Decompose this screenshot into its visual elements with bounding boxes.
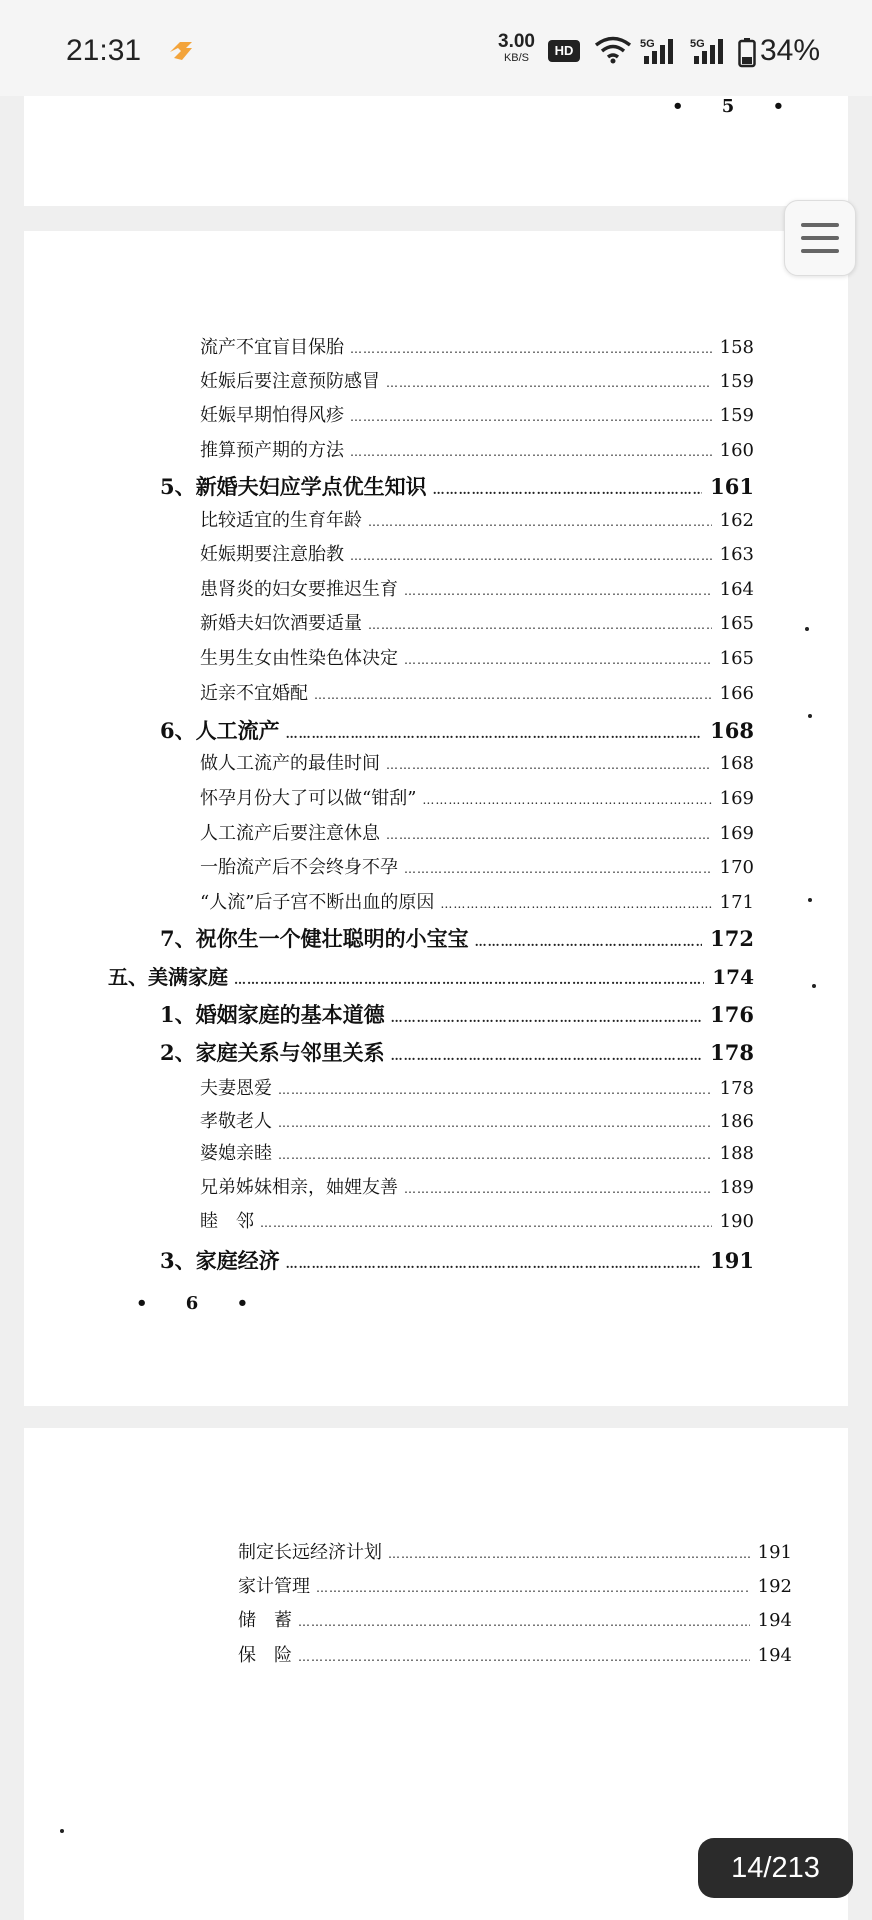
scan-speck: [808, 714, 812, 718]
toc-entry-page: 163: [719, 544, 754, 565]
toc-entry-title: 睦 邻: [200, 1211, 254, 1232]
toc-entry-title: 5、新婚夫妇应学点优生知识: [160, 474, 427, 499]
toc-leader-dots: [404, 862, 712, 876]
hd-voice-icon: HD: [548, 40, 580, 62]
toc-entry-page: 188: [719, 1143, 754, 1164]
toc-leader-dots: [404, 584, 712, 598]
toc-leader-dots: [314, 688, 712, 702]
toc-entry: [200, 888, 754, 914]
toc-entry-page: 190: [719, 1211, 754, 1232]
toc-leader-dots: [298, 1615, 750, 1629]
toc-entry: [200, 853, 754, 879]
cell-signal-2-icon: [690, 36, 732, 66]
toc-leader-dots: [286, 727, 703, 741]
toc-entry: [160, 471, 754, 501]
toc-entry-page: 186: [719, 1111, 754, 1132]
toc-entry-page: 166: [719, 683, 754, 704]
toc-entry: [200, 784, 754, 810]
toc-entry-page: 169: [719, 823, 754, 844]
toc-entry-title: 推算预产期的方法: [200, 440, 344, 461]
network-speed-unit: KB/S: [503, 52, 530, 64]
toc-entry: [200, 679, 754, 705]
toc-entry: [238, 1641, 792, 1667]
toc-entry-page: 189: [719, 1177, 754, 1198]
toc-entry: [160, 715, 754, 745]
pdf-page-5: [24, 96, 848, 206]
toc-entry-page: 161: [710, 474, 754, 499]
toc-leader-dots: [404, 653, 712, 667]
toc-entry-page: 178: [710, 1040, 754, 1065]
toc-entry: [200, 401, 754, 427]
toc-leader-dots: [350, 342, 712, 356]
toc-entry-title: 生男生女由性染色体决定: [200, 648, 398, 669]
page-number-6: • 6 •: [136, 1293, 265, 1314]
toc-leader-dots: [475, 935, 703, 949]
scan-speck: [805, 627, 809, 631]
toc-entry: [160, 1037, 754, 1067]
toc-entry-title: 流产不宜盲目保胎: [200, 337, 344, 358]
toc-entry-title: 妊娠后要注意预防感冒: [200, 371, 380, 392]
hamburger-icon-bar: [801, 249, 839, 253]
toc-entry-page: 164: [719, 579, 754, 600]
toc-entry-page: 159: [719, 405, 754, 426]
toc-entry-page: 191: [757, 1542, 792, 1563]
toc-entry: [200, 575, 754, 601]
toc-entry-page: 162: [719, 510, 754, 531]
toc-entry-title: 比较适宜的生育年龄: [200, 510, 362, 531]
toc-leader-dots: [391, 1011, 703, 1025]
toc-leader-dots: [368, 618, 712, 632]
cell-signal-1-icon: [640, 36, 682, 66]
toc-entry: [200, 1139, 754, 1165]
toc-entry-page: 192: [757, 1576, 792, 1597]
battery-icon: [738, 38, 756, 68]
toc-leader-dots: [278, 1083, 712, 1097]
toc-entry-title: 兄弟姊妹相亲，妯娌友善: [200, 1177, 398, 1198]
toc-leader-dots: [278, 1116, 712, 1130]
toc-entry-page: 174: [712, 965, 754, 989]
pdf-page-6: [24, 231, 848, 1406]
toc-leader-dots: [350, 549, 712, 563]
toc-entry: [200, 1107, 754, 1133]
signal-1-label: 5G: [640, 38, 655, 50]
toc-entry: [238, 1538, 792, 1564]
toc-leader-dots: [386, 828, 712, 842]
toc-leader-dots: [350, 445, 712, 459]
menu-button[interactable]: [784, 200, 856, 276]
toc-entry-title: 3、家庭经济: [160, 1248, 280, 1273]
toc-entry-title: 储 蓄: [238, 1610, 292, 1631]
signal-2-label: 5G: [690, 38, 705, 50]
app-notification-icon: [166, 36, 196, 66]
toc-entry-title: 怀孕月份大了可以做“钳刮”: [200, 788, 417, 809]
toc-entry: [160, 1245, 754, 1275]
toc-entry-title: 1、婚姻家庭的基本道德: [160, 1002, 385, 1027]
network-speed-value: 3.00: [498, 31, 535, 52]
toc-leader-dots: [386, 758, 712, 772]
toc-entry-page: 159: [719, 371, 754, 392]
toc-entry-title: 6、人工流产: [160, 718, 280, 743]
toc-entry-page: 178: [719, 1078, 754, 1099]
toc-entry-page: 158: [719, 337, 754, 358]
toc-leader-dots: [404, 1182, 712, 1196]
toc-leader-dots: [386, 376, 712, 390]
scan-speck: [60, 1829, 64, 1833]
toc-entry: [200, 819, 754, 845]
toc-entry-title: 五、美满家庭: [108, 965, 228, 989]
toc-leader-dots: [433, 483, 703, 497]
toc-entry-page: 176: [710, 1002, 754, 1027]
toc-entry-page: 194: [757, 1610, 792, 1631]
toc-leader-dots: [316, 1581, 750, 1595]
scan-speck: [808, 898, 812, 902]
toc-entry: [200, 609, 754, 635]
toc-entry: [200, 644, 754, 670]
wifi-icon: [594, 36, 632, 64]
toc-leader-dots: [260, 1216, 712, 1230]
network-speed: [498, 31, 535, 66]
toc-entry-title: 做人工流产的最佳时间: [200, 753, 380, 774]
toc-entry: [160, 999, 754, 1029]
toc-entry-title: “人流”后子宫不断出血的原因: [200, 892, 435, 913]
toc-entry-title: 新婚夫妇饮酒要适量: [200, 613, 362, 634]
toc-entry: [200, 367, 754, 393]
toc-entry-title: 保 险: [238, 1645, 292, 1666]
toc-entry-title: 妊娠早期怕得风疹: [200, 405, 344, 426]
toc-entry-title: 孝敬老人: [200, 1111, 272, 1132]
toc-leader-dots: [350, 410, 712, 424]
toc-entry-page: 171: [719, 892, 754, 913]
status-time: 21:31: [66, 34, 142, 67]
toc-entry-title: 近亲不宜婚配: [200, 683, 308, 704]
page-counter: 14/213: [698, 1838, 853, 1898]
toc-entry-title: 患肾炎的妇女要推迟生育: [200, 579, 398, 600]
toc-entry-title: 夫妻恩爱: [200, 1078, 272, 1099]
toc-entry-page: 194: [757, 1645, 792, 1666]
toc-entry-title: 制定长远经济计划: [238, 1542, 382, 1563]
toc-entry-page: 165: [719, 648, 754, 669]
toc-entry-title: 妊娠期要注意胎教: [200, 544, 344, 565]
toc-entry: [200, 506, 754, 532]
toc-entry: [238, 1606, 792, 1632]
scan-speck: [812, 984, 816, 988]
toc-entry-title: 7、祝你生一个健壮聪明的小宝宝: [160, 926, 469, 951]
toc-entry-title: 人工流产后要注意休息: [200, 823, 380, 844]
toc-entry-title: 2、家庭关系与邻里关系: [160, 1040, 385, 1065]
toc-entry-page: 172: [710, 926, 754, 951]
toc-entry-title: 婆媳亲睦: [200, 1143, 272, 1164]
toc-entry: [200, 1074, 754, 1100]
battery-percent: 34%: [760, 34, 821, 67]
status-bar: [0, 0, 872, 96]
toc-entry-title: 一胎流产后不会终身不孕: [200, 857, 398, 878]
toc-entry-page: 168: [719, 753, 754, 774]
toc-entry: [200, 1207, 754, 1233]
toc-leader-dots: [286, 1257, 703, 1271]
hamburger-icon-bar: [801, 236, 839, 240]
toc-entry: [200, 436, 754, 462]
toc-entry-page: 170: [719, 857, 754, 878]
toc-entry: [200, 333, 754, 359]
toc-leader-dots: [368, 515, 712, 529]
hamburger-icon-bar: [801, 223, 839, 227]
toc-leader-dots: [298, 1650, 750, 1664]
toc-entry-page: 165: [719, 613, 754, 634]
toc-entry: [238, 1572, 792, 1598]
toc-entry: [108, 961, 754, 990]
toc-entry: [200, 749, 754, 775]
toc-entry: [160, 923, 754, 953]
toc-entry-page: 169: [719, 788, 754, 809]
toc-leader-dots: [278, 1148, 712, 1162]
toc-leader-dots: [440, 897, 711, 911]
toc-entry-title: 家计管理: [238, 1576, 310, 1597]
toc-leader-dots: [422, 793, 711, 807]
page-number-5: • 5 •: [672, 96, 801, 117]
toc-leader-dots: [234, 973, 704, 987]
toc-entry: [200, 1173, 754, 1199]
toc-entry-page: 160: [719, 440, 754, 461]
toc-entry-page: 168: [710, 718, 754, 743]
toc-leader-dots: [391, 1049, 703, 1063]
toc-entry: [200, 540, 754, 566]
toc-leader-dots: [388, 1547, 750, 1561]
toc-entry-page: 191: [710, 1248, 754, 1273]
